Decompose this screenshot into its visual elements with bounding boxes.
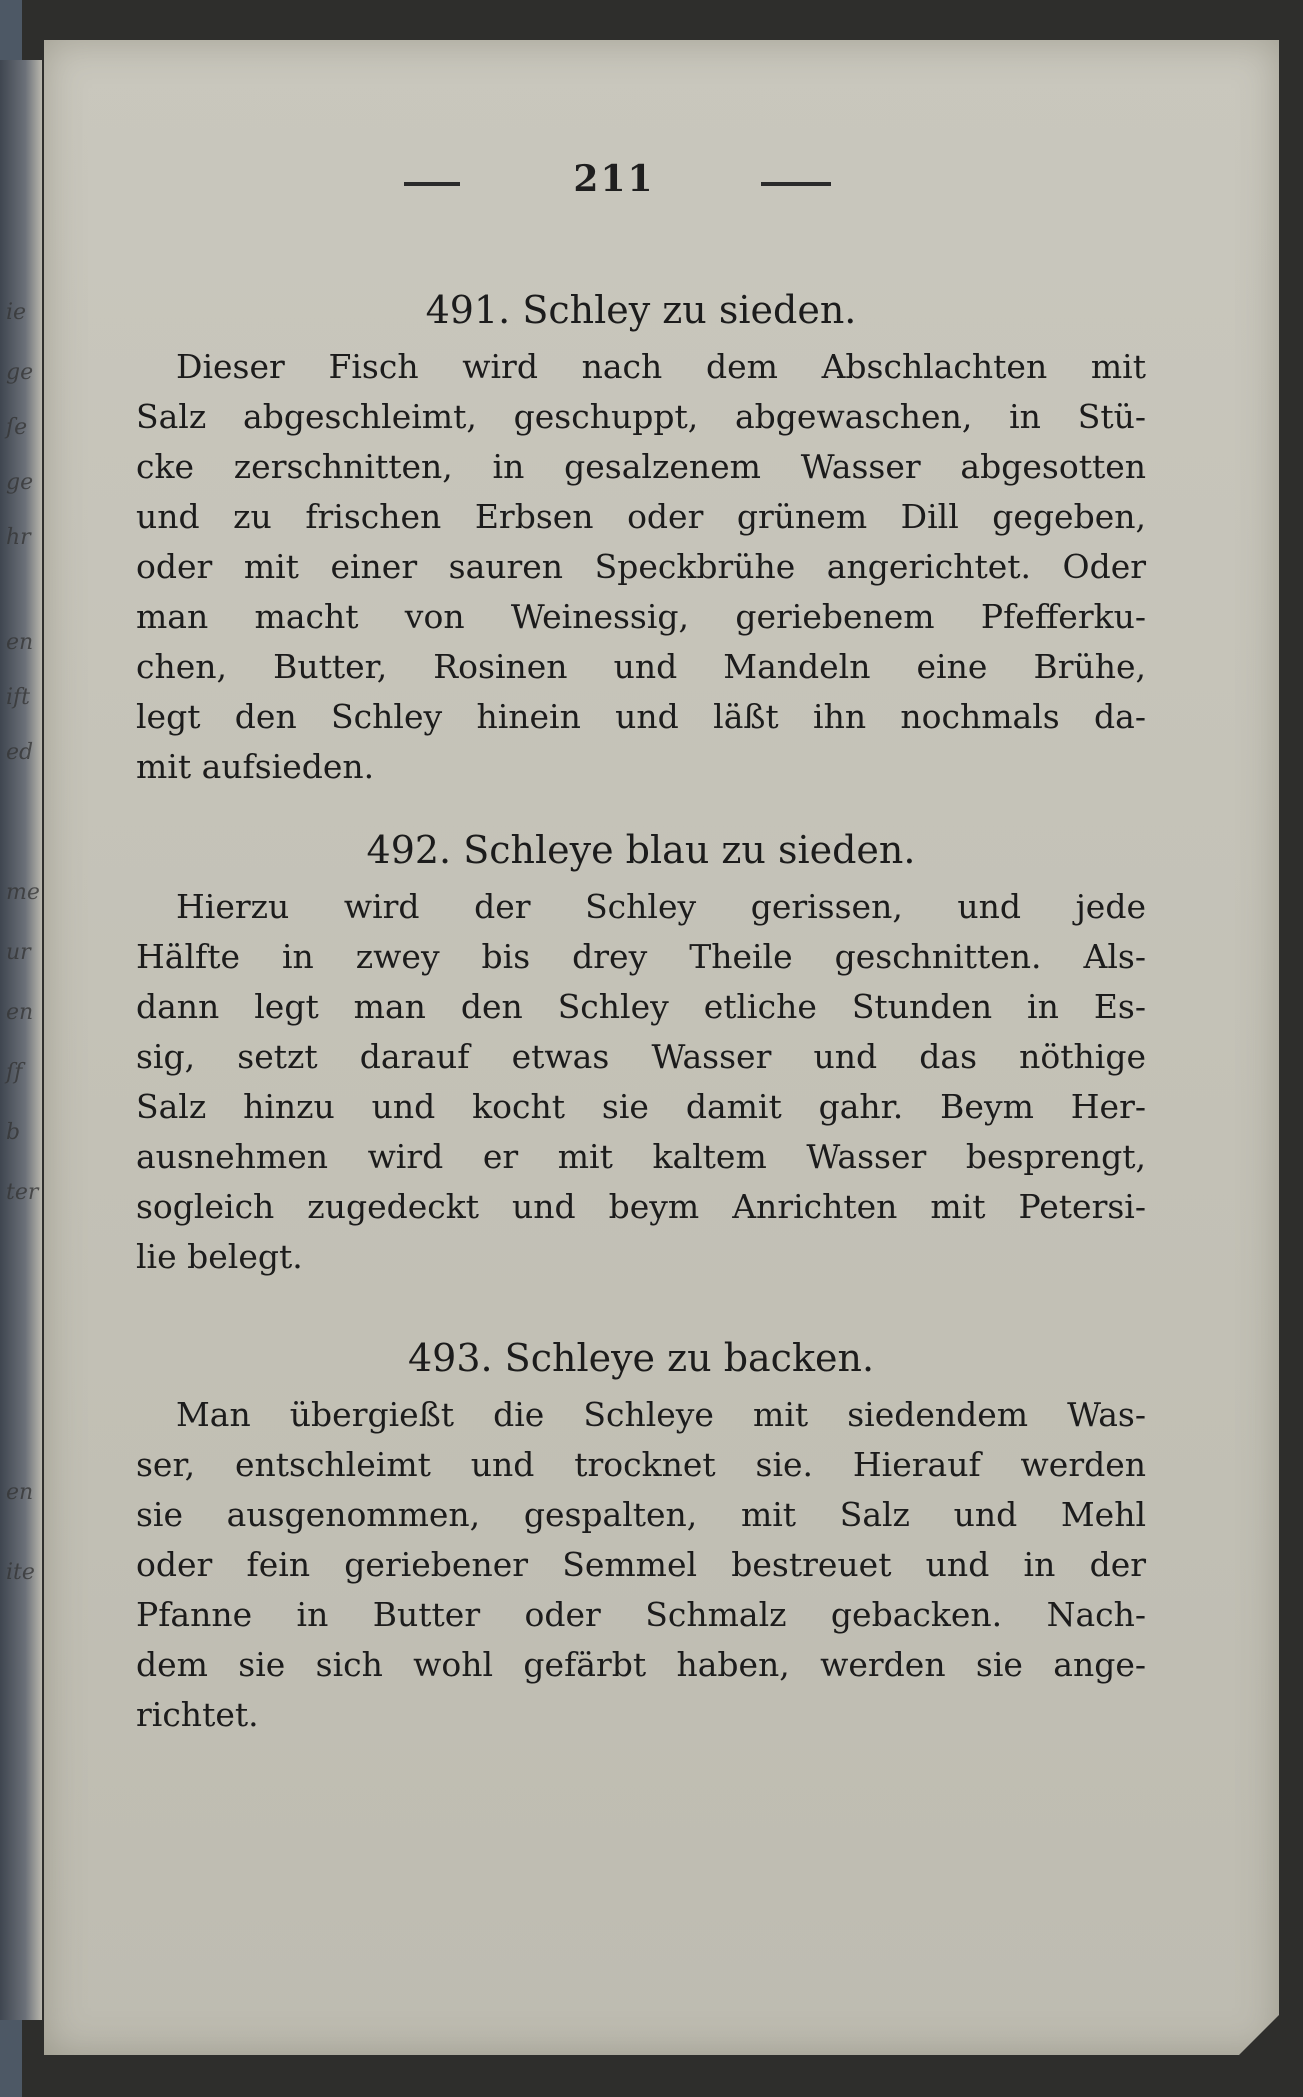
text-line: chen, Butter, Rosinen und Mandeln eine Brühe, [136,647,1146,686]
recipe-title: 493. Schleye zu backen. [407,1336,875,1380]
facing-fragment: ge [6,470,34,495]
text-line: sogleich zugedeckt und beym Anrichten mit Petersi- [136,1187,1146,1226]
text-line: man macht von Weinessig, geriebenem Pfefferku- [136,597,1146,636]
text-line: lie belegt. [136,1237,303,1276]
torn-page-corner [1239,2015,1279,2055]
text-line: Man übergießt die Schleye mit siedendem Was- [176,1395,1146,1434]
book-page [44,40,1279,2055]
facing-fragment: b [6,1120,21,1145]
text-line: Dieser Fisch wird nach dem Abschlachten mit [176,347,1146,386]
header-dash-left [404,182,460,186]
recipe-492 [136,818,1146,1282]
recipe-title: 491. Schley zu sieden. [425,288,857,332]
header-dash-right [761,182,831,186]
facing-fragment: ie [6,300,27,325]
facing-fragment: ſf [6,1060,23,1085]
text-line: Hälfte in zwey bis drey Theile geschnitten. Als- [136,937,1146,976]
text-line: Hierzu wird der Schley gerissen, und jede [176,887,1146,926]
text-line: Salz abgeschleimt, geschuppt, abgewaschen, in Stü- [136,397,1146,436]
recipe-493 [136,1326,1146,1740]
text-line: ser, entschleimt und trocknet sie. Hierauf werden [136,1445,1146,1484]
facing-fragment: ſe [6,415,28,440]
facing-fragment: ur [6,940,31,965]
page-number: 211 [573,158,655,200]
page-header [44,158,1279,218]
facing-fragment: en [6,1000,34,1025]
facing-fragment: ter [6,1180,39,1205]
facing-fragment: en [6,1480,34,1505]
facing-fragment: en [6,630,34,655]
text-line: ausnehmen wird er mit kaltem Wasser besprengt, [136,1137,1146,1176]
text-line: Pfanne in Butter oder Schmalz gebacken. Nach- [136,1595,1146,1634]
text-line: legt den Schley hinein und läßt ihn nochmals da- [136,697,1146,736]
text-line: und zu frischen Erbsen oder grünem Dill gegeben, [136,497,1146,536]
facing-fragment: ite [6,1560,35,1585]
recipe-title: 492. Schleye blau zu sieden. [366,828,916,872]
facing-fragment: ift [6,685,31,710]
text-line: sie ausgenommen, gespalten, mit Salz und Mehl [136,1495,1146,1534]
text-line: oder mit einer sauren Speckbrühe angerichtet. Oder [136,547,1146,586]
facing-page-fragments [6,300,40,1800]
text-line: sig, setzt darauf etwas Wasser und das nöthige [136,1037,1146,1076]
facing-fragment: ge [6,360,34,385]
facing-fragment: hr [6,525,31,550]
text-line: dem sie sich wohl gefärbt haben, werden sie ange- [136,1645,1146,1684]
text-line: cke zerschnitten, in gesalzenem Wasser abgesotten [136,447,1146,486]
facing-fragment: ed [6,740,34,765]
text-line: richtet. [136,1695,259,1734]
text-line: mit aufsieden. [136,747,375,786]
text-line: Salz hinzu und kocht sie damit gahr. Beym Her- [136,1087,1146,1126]
recipe-491 [136,278,1146,792]
facing-fragment: me [6,880,40,905]
text-line: oder fein geriebener Semmel bestreuet und in der [136,1545,1146,1584]
page-text [136,278,1146,1740]
text-line: dann legt man den Schley etliche Stunden in Es- [136,987,1146,1026]
